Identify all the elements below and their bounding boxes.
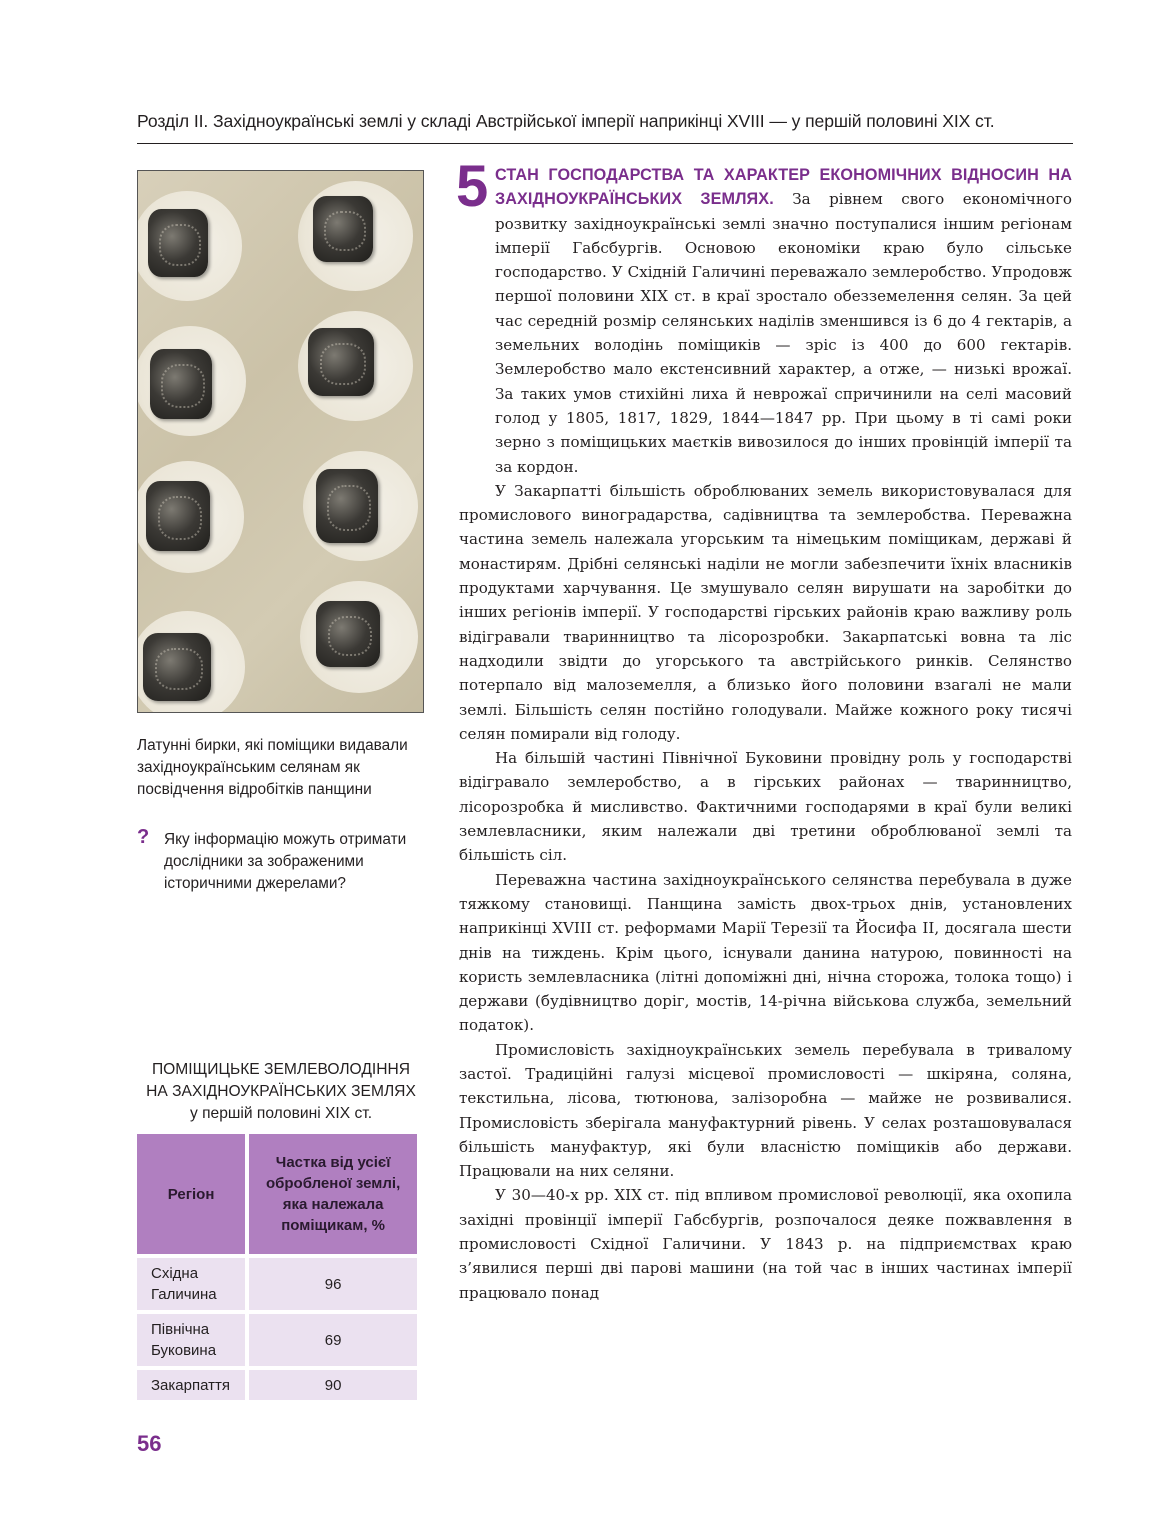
paragraph (459, 163, 1072, 479)
photo-caption: Латунні бирки, які поміщики видавали західноукраїнським селянам як посвідчення відробітків панщини (137, 737, 408, 798)
header-divider (137, 143, 1073, 144)
table-title (137, 1059, 425, 1125)
brass-tag-icon (146, 481, 210, 551)
section-heading: СТАН ГОСПОДАРСТВА ТА ХАРАКТЕР ЕКОНОМІЧНИХ ВІДНОСИН НА ЗАХІДНОУКРАЇНСЬКИХ ЗЕМЛЯХ. (495, 166, 1072, 209)
table-row (137, 1258, 417, 1310)
landownership-table (133, 1130, 421, 1404)
table-header-row (137, 1134, 417, 1254)
brass-tags-photo (137, 170, 424, 713)
brass-tag-icon (150, 349, 212, 419)
paragraph: На більшій частині Північної Буковини провідну роль у господарстві відігравало землеробство, а в гірських районах — тваринництво, лісорозробка й мисливство. Фактичними господарями в краї були великі землевласники, яким належали дві третини оброблюваної землі та більшість сіл. (459, 749, 1072, 865)
paragraph: У Закарпатті більшість оброблюваних земель використовувалася для промислового виноградарства, садівництва та землеробства. Переважна частина земель належала угорським та німецьким поміщикам, державі й монастирям. Дрібні селянські наділи не могли забезпечити їхніх власників продуктами харчування. Це змушувало селян вирушати на заробітки до інших регіонів імперії. У господарстві гірських районів краю важливу роль відігравали тваринництво та лісорозробки. Закарпатські вовна та ліс надходили звідти до угорського та австрійського ринків. Селянство потерпало від малоземелля, а близько його половини взагалі не мали землі. Більшість селян постійно голодували. Майже кожного року тисячі селян помирали від голоду. (459, 481, 1072, 743)
paragraph-text: За рівнем свого економічного розвитку західноукраїнські землі значно поступалися іншим регіонам імперії Габсбургів. Основою економіки краю було сільське господарство. У Східній Галичині переважало землеробство. Упродовж першої половини XIX ст. в краї зростало обезземелення селян. За цей час середній розмір селянських наділів зменшився із 6 до 4 гектарів, а земельних володінь поміщиків — зріс із 400 до 600 гектарів. Землеробство мало екстенсивний характер, а отже, — низькі врожаї. За таких умов стихійні лиха й неврожаї спричинили на селі масовий голод у 1805, 1817, 1829, 1844—1847 рр. При цьому в ті самі роки зерно з поміщицьких маєтків вивозилося до інших провінцій імперії та за кордон. (495, 190, 1072, 476)
value-cell: 96 (249, 1258, 417, 1310)
region-cell: Північна Буковина (137, 1314, 245, 1366)
table-title-line: ПОМІЩИЦЬКЕ ЗЕМЛЕВОЛОДІННЯ (151, 1061, 411, 1078)
question-mark-icon: ? (137, 826, 150, 848)
brass-tag-icon (308, 328, 374, 396)
table-row (137, 1370, 417, 1400)
main-text (459, 163, 1072, 1305)
paragraph: Переважна частина західноукраїнського селянства перебувала в дуже тяжкому становищі. Панщина замість двох-трьох днів, установлених наприкінці XVIII ст. реформами Марії Терезії та Йосифа II, досягала шести днів на тиждень. Крім цього, існували данина натурою, повинності на користь землевласника (літні допоміжні дні, нічна сторожа, толока тощо) і держави (будівництво доріг, мостів, 14-річна військова служба, земельний податок). (459, 870, 1072, 1035)
region-cell: Східна Галичина (137, 1258, 245, 1310)
page-number: 56 (137, 1431, 162, 1456)
brass-tag-icon (143, 633, 211, 701)
section-number: 5 (456, 154, 489, 219)
table-row (137, 1314, 417, 1366)
brass-tag-icon (148, 209, 208, 277)
running-head: Розділ ІІ. Західноукраїнські землі у складі Австрійської імперії наприкінці XVIII — у першій половині XIX ст. (137, 111, 995, 131)
paragraph: Промисловість західноукраїнських земель перебувала в тривалому застої. Традиційні галузі місцевої промисловості — шкіряна, соляна, текстильна, лісова, тютюнова, залізоробна — майже не розвивалися. Промисловість зберігала мануфактурний рівень. У селах розташовувалася більшість мануфактур, які були власністю поміщиків або держави. Працювали на них селяни. (459, 1040, 1072, 1181)
paragraph: У 30—40-х рр. XIX ст. під впливом промислової революції, яка охопила західні провінції імперії Габсбургів, розпочалося деяке пожвавлення в промисловості Східної Галичини. У 1843 р. на підприємствах краю з’явилися перші дві парові машини (на той час в інших частинах імперії працювало понад (459, 1186, 1072, 1302)
region-cell: Закарпаття (137, 1370, 245, 1400)
brass-tag-icon (316, 469, 378, 543)
review-question: Яку інформацію можуть отримати дослідники за зображеними історичними джерелами? (164, 831, 407, 892)
column-header-share: Частка від усієї обробленої землі, яка належала поміщикам, % (249, 1134, 417, 1254)
value-cell: 69 (249, 1314, 417, 1366)
table-title-line: у першій половині XIX ст. (189, 1105, 373, 1122)
brass-tag-icon (316, 601, 380, 667)
table-title-line: НА ЗАХІДНОУКРАЇНСЬКИХ ЗЕМЛЯХ (146, 1083, 416, 1100)
value-cell: 90 (249, 1370, 417, 1400)
column-header-region: Регіон (137, 1134, 245, 1254)
brass-tag-icon (313, 196, 373, 262)
